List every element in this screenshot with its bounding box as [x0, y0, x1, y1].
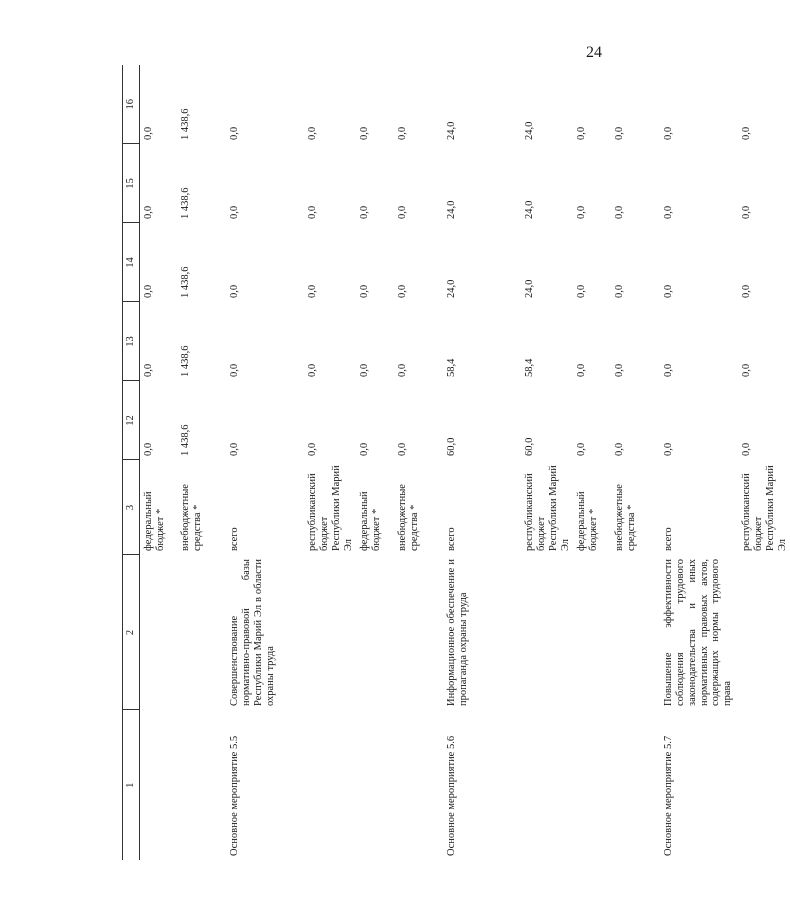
table-row	[177, 65, 217, 860]
value-cell: 0,0	[663, 442, 675, 456]
value-cell: 0,0	[741, 442, 753, 456]
value-cell: 0,0	[741, 284, 753, 298]
value-cell: 0,0	[397, 205, 409, 219]
value-cell: 60,0	[446, 437, 458, 456]
page-number: 24	[586, 44, 602, 61]
value-cell: 0,0	[614, 126, 626, 140]
description-cell	[738, 555, 790, 710]
column-header: 14	[123, 223, 140, 302]
value-cell: 0,0	[142, 284, 154, 298]
value-cell: 0,0	[663, 284, 675, 298]
value-cell: 0,0	[576, 284, 588, 298]
value-cell: 58,4	[524, 358, 536, 377]
value-cell: 0,0	[741, 363, 753, 377]
value-cell: 24,0	[524, 121, 536, 140]
value-cell: 0,0	[663, 205, 675, 219]
table-row	[304, 65, 356, 860]
table-row	[394, 65, 434, 860]
table-row	[226, 65, 304, 860]
value-cell: 0,0	[614, 284, 626, 298]
description-cell	[139, 555, 177, 710]
value-cell: 0,0	[741, 205, 753, 219]
table-row	[660, 65, 738, 860]
column-header: 13	[123, 302, 140, 381]
value-cell: 0,0	[359, 442, 371, 456]
value-cell: 1 438,6	[180, 424, 192, 456]
source-cell: внебюджетные средства *	[614, 484, 637, 551]
activity-cell: Основное мероприятие 5.7	[663, 735, 675, 856]
value-cell: 58,4	[446, 358, 458, 377]
value-cell: 0,0	[576, 205, 588, 219]
value-cell: 0,0	[397, 363, 409, 377]
description-cell	[177, 555, 217, 710]
value-cell: 1 438,6	[180, 187, 192, 219]
value-cell: 24,0	[446, 121, 458, 140]
value-cell: 1 438,6	[180, 108, 192, 140]
value-cell: 0,0	[307, 126, 319, 140]
source-cell: федеральный бюджет *	[576, 491, 599, 551]
activity-cell	[521, 710, 573, 860]
table-row	[738, 65, 790, 860]
source-cell: всего	[663, 527, 675, 551]
value-cell: 0,0	[229, 126, 241, 140]
activity-cell	[304, 710, 356, 860]
spacer-cell	[217, 65, 226, 860]
column-header: 3	[123, 460, 140, 555]
section-spacer	[434, 65, 443, 860]
value-cell: 0,0	[359, 205, 371, 219]
source-cell: республиканский бюджет Республики Марий Эл	[524, 465, 571, 551]
source-cell: внебюджетные средства *	[397, 484, 420, 551]
source-cell: федеральный бюджет *	[142, 491, 166, 551]
value-cell: 24,0	[446, 200, 458, 219]
value-cell: 60,0	[524, 437, 536, 456]
table-row	[573, 65, 611, 860]
rotated-table-container	[122, 65, 788, 860]
description-cell	[356, 555, 394, 710]
value-cell: 0,0	[397, 126, 409, 140]
value-cell: 0,0	[576, 442, 588, 456]
value-cell: 0,0	[614, 205, 626, 219]
funding-table	[122, 65, 790, 860]
table-row	[356, 65, 394, 860]
value-cell: 0,0	[229, 205, 241, 219]
activity-cell: Основное мероприятие 5.5	[229, 735, 241, 856]
value-cell: 0,0	[663, 126, 675, 140]
table-row	[139, 65, 177, 860]
activity-cell	[177, 710, 217, 860]
table-row	[443, 65, 521, 860]
value-cell: 0,0	[307, 442, 319, 456]
table-body	[139, 65, 790, 860]
source-cell: внебюджетные средства *	[180, 484, 203, 551]
column-header: 15	[123, 144, 140, 223]
source-cell: республиканский бюджет Республики Марий Эл	[307, 465, 354, 551]
source-cell: федеральный бюджет *	[359, 491, 382, 551]
column-header: 12	[123, 381, 140, 460]
activity-cell: Основное мероприятие 5.6	[446, 735, 458, 856]
column-header: 2	[123, 555, 140, 710]
value-cell: 24,0	[524, 200, 536, 219]
table-header-row	[123, 65, 140, 860]
activity-cell	[356, 710, 394, 860]
value-cell: 1 438,6	[180, 266, 192, 298]
source-cell: республиканский бюджет Республики Марий Эл	[741, 465, 788, 551]
value-cell: 0,0	[307, 284, 319, 298]
activity-cell	[738, 710, 790, 860]
description-cell	[521, 555, 573, 710]
description-cell	[573, 555, 611, 710]
column-header: 1	[123, 710, 140, 860]
value-cell: 0,0	[359, 126, 371, 140]
description-cell	[611, 555, 651, 710]
spacer-cell	[434, 65, 443, 860]
description-cell: Информационное обеспечение и пропаганда охраны труда	[446, 559, 469, 706]
activity-cell	[394, 710, 434, 860]
value-cell: 24,0	[446, 279, 458, 298]
table-row	[611, 65, 651, 860]
value-cell: 0,0	[359, 284, 371, 298]
value-cell: 0,0	[614, 363, 626, 377]
value-cell: 0,0	[741, 126, 753, 140]
source-cell: всего	[446, 527, 458, 551]
value-cell: 0,0	[397, 442, 409, 456]
section-spacer	[651, 65, 660, 860]
value-cell: 1 438,6	[180, 345, 192, 377]
value-cell: 0,0	[142, 442, 154, 456]
value-cell: 0,0	[576, 363, 588, 377]
activity-cell	[139, 710, 177, 860]
description-cell	[304, 555, 356, 710]
section-spacer	[217, 65, 226, 860]
activity-cell	[611, 710, 651, 860]
value-cell: 0,0	[307, 205, 319, 219]
value-cell: 0,0	[142, 205, 154, 219]
description-cell: Повышение эффективности соблюдения трудового законодательства и иных нормативных правовых актов, содержащих нормы трудового права	[663, 559, 733, 706]
column-header: 16	[123, 65, 140, 144]
value-cell: 0,0	[663, 363, 675, 377]
value-cell: 0,0	[142, 363, 154, 377]
value-cell: 0,0	[229, 284, 241, 298]
value-cell: 0,0	[307, 363, 319, 377]
description-cell: Совершенствование нормативно-правовой базы Республики Марий Эл в области охраны труда	[229, 559, 276, 706]
activity-cell	[573, 710, 611, 860]
value-cell: 0,0	[229, 363, 241, 377]
value-cell: 0,0	[576, 126, 588, 140]
source-cell: всего	[229, 527, 241, 551]
value-cell: 24,0	[524, 279, 536, 298]
value-cell: 0,0	[614, 442, 626, 456]
value-cell: 0,0	[229, 442, 241, 456]
spacer-cell	[651, 65, 660, 860]
value-cell: 0,0	[397, 284, 409, 298]
value-cell: 0,0	[359, 363, 371, 377]
description-cell	[394, 555, 434, 710]
table-row	[521, 65, 573, 860]
value-cell: 0,0	[142, 126, 154, 140]
